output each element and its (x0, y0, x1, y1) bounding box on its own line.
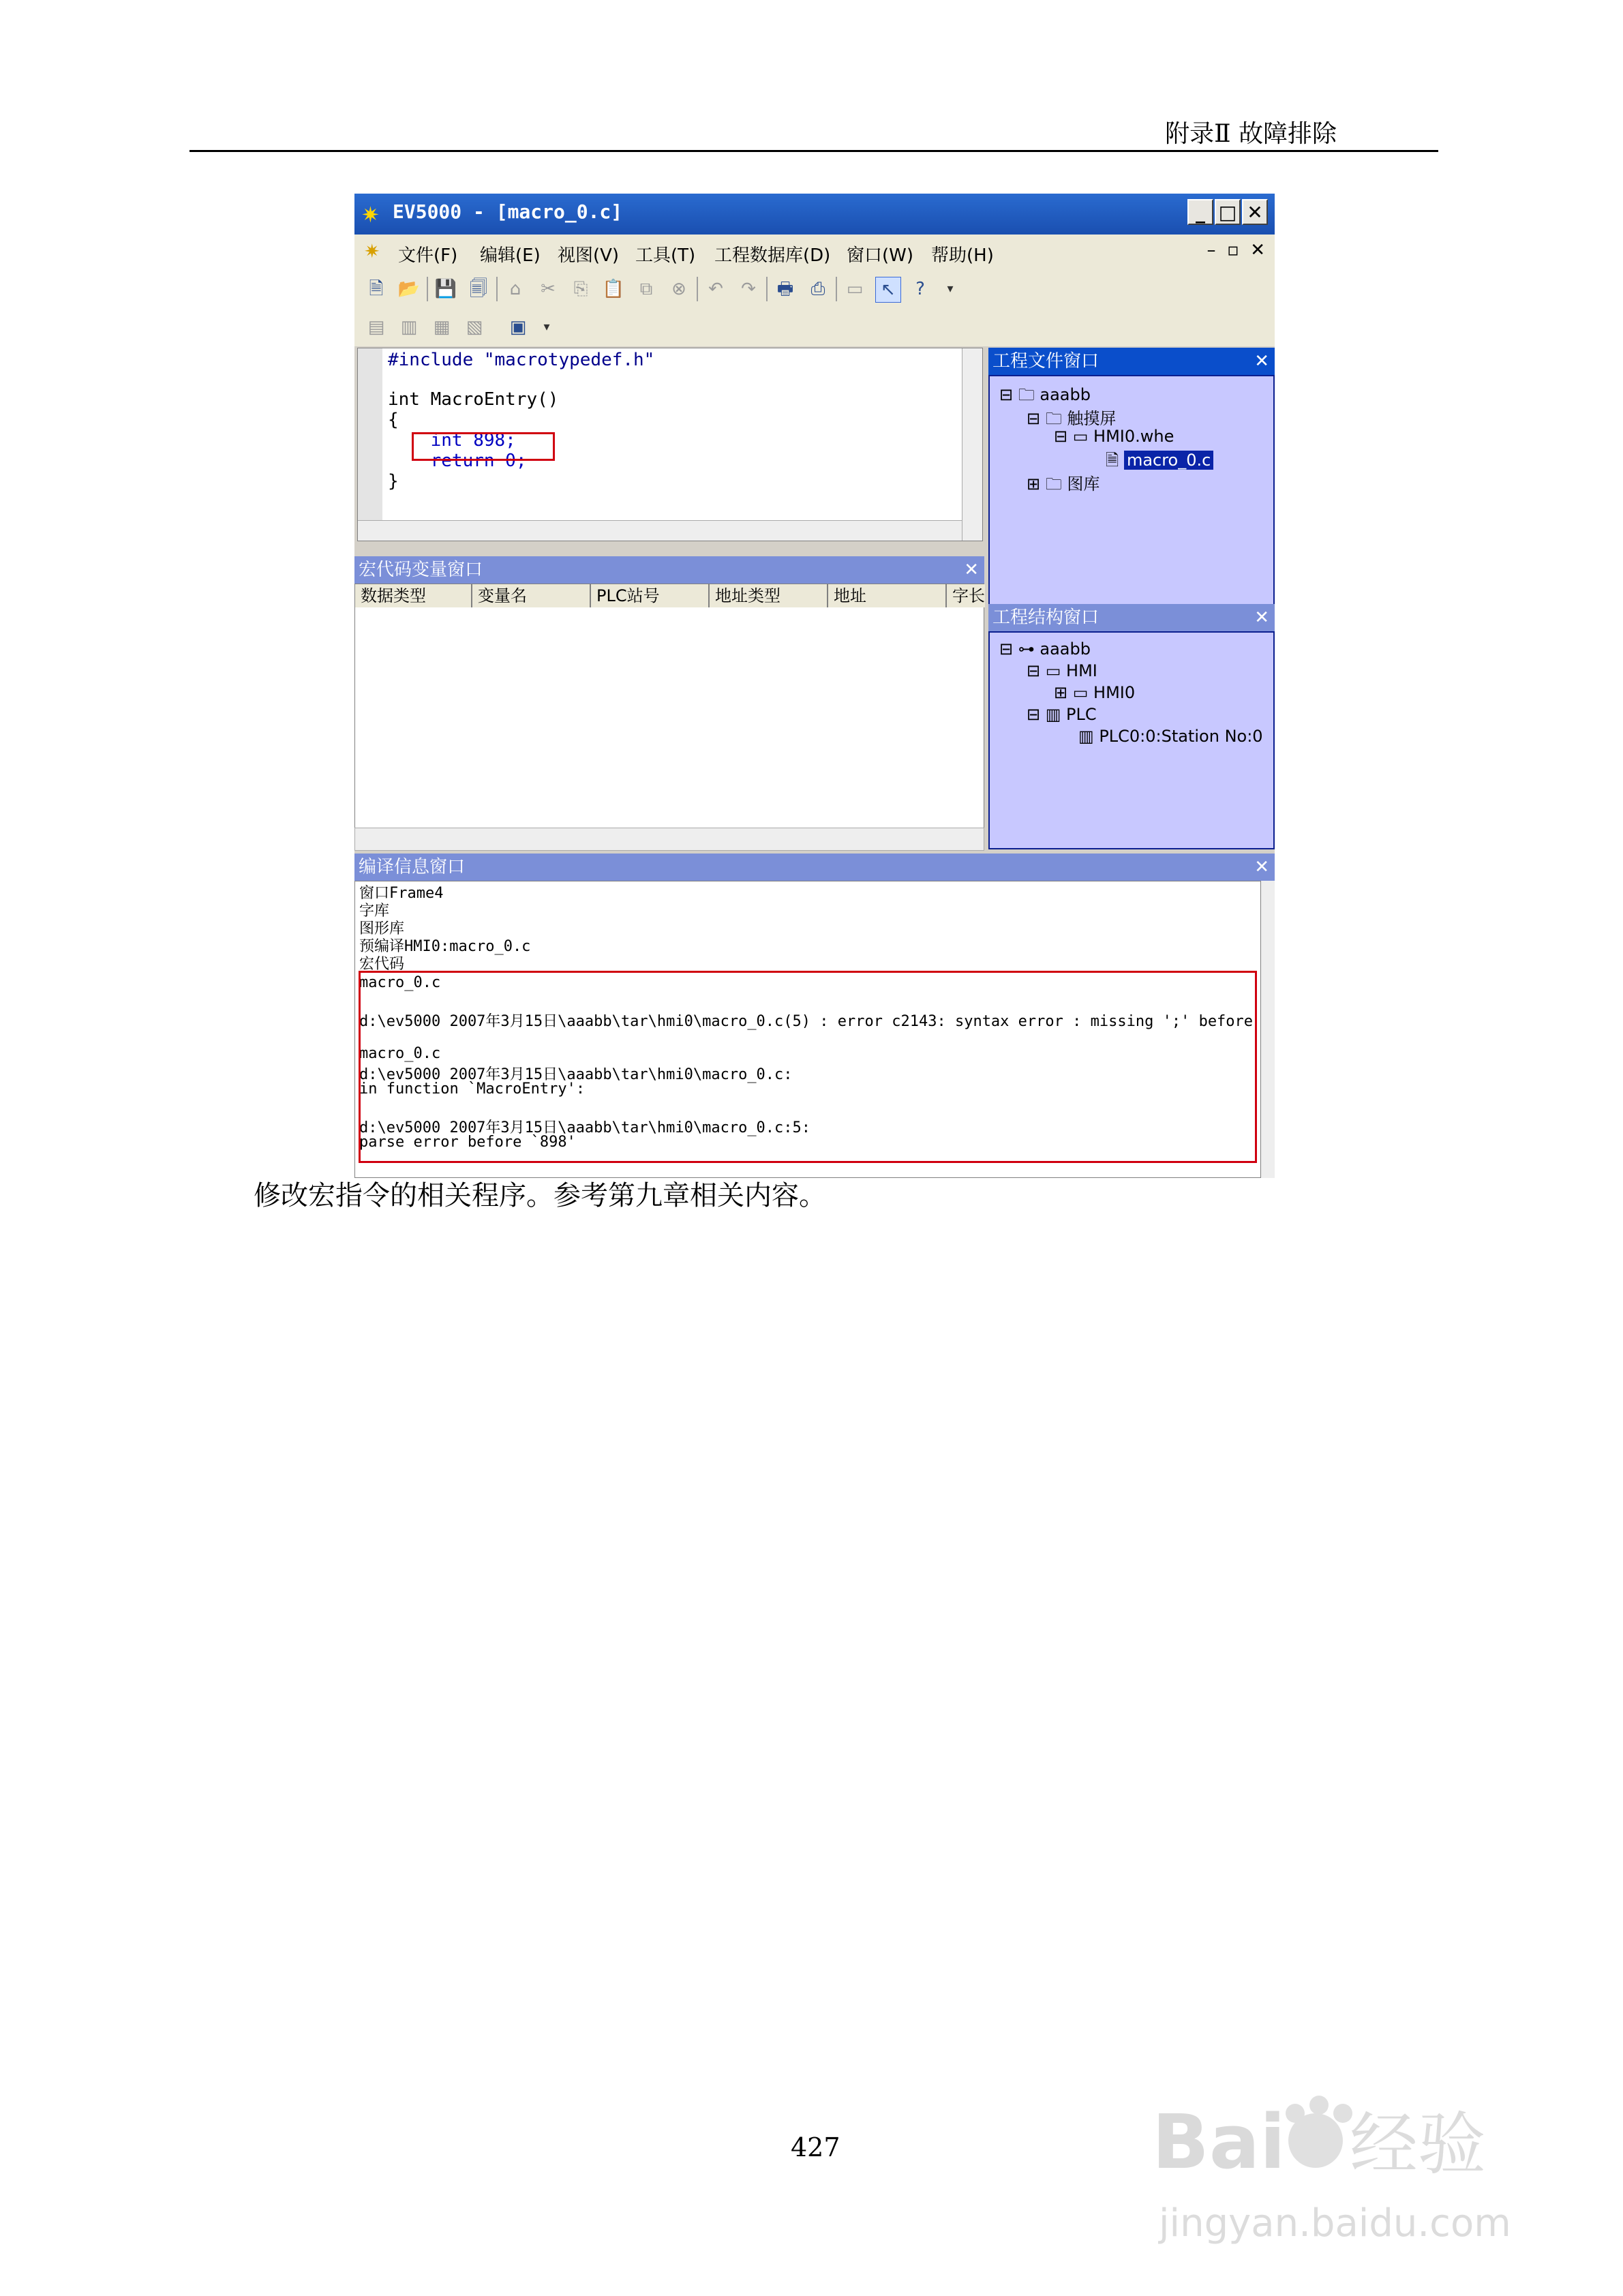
toolbar-separator (697, 277, 698, 301)
minimize-button[interactable]: _ (1187, 199, 1213, 225)
column-header[interactable]: 数据类型 (355, 584, 472, 607)
column-header[interactable]: 地址类型 (710, 584, 828, 607)
menu-edit[interactable]: 编辑(E) (480, 245, 541, 266)
title-bar[interactable] (354, 194, 1275, 235)
error-highlight-box (359, 971, 1257, 1163)
redo-icon[interactable]: ↷ (741, 279, 756, 299)
baidu-watermark-logo (1145, 2086, 1527, 2256)
app-window (354, 194, 1275, 1178)
editor-gutter (358, 348, 382, 541)
menu-file[interactable]: 文件(F) (398, 245, 458, 266)
build-icon[interactable]: ⌂ (509, 279, 521, 299)
code-line-error: int 898; (388, 430, 516, 451)
output-line: 字库 (359, 903, 390, 920)
code-line: { (388, 410, 399, 430)
tree-item[interactable]: ▥ PLC0:0:Station No:0 (1078, 727, 1263, 746)
column-header[interactable]: PLC站号 (591, 584, 710, 607)
tree-item[interactable]: ⊟ 🗀 触摸屏 (1027, 409, 1117, 428)
secondary-toolbar (354, 308, 1275, 346)
toolbar-separator (766, 277, 768, 301)
tree-item-selected[interactable]: 🗎 macro_0.c (1106, 449, 1213, 477)
column-header[interactable]: 变量名 (472, 584, 591, 607)
close-icon[interactable]: ✕ (1254, 607, 1269, 628)
tree-item[interactable]: ⊟ ▥ PLC (1027, 705, 1097, 724)
save-icon[interactable]: 💾 (434, 279, 457, 299)
duplicate-icon[interactable]: ⧉ (639, 279, 653, 299)
variable-horizontal-scrollbar[interactable] (354, 828, 984, 851)
svg-text:jingyan.baidu.com: jingyan.baidu.com (1159, 2201, 1511, 2246)
close-icon[interactable]: ✕ (1254, 351, 1269, 372)
close-icon[interactable]: ✕ (964, 560, 979, 580)
tree-item[interactable]: ⊟ 🗀 aaabb (999, 385, 1091, 404)
panel-title-text: 宏代码变量窗口 (359, 560, 483, 580)
pointer-icon[interactable]: ↖ (875, 277, 901, 303)
delete-icon[interactable]: ⊗ (671, 279, 686, 299)
menu-database[interactable]: 工程数据库(D) (714, 245, 831, 266)
save-all-icon[interactable]: 🗐 (470, 279, 487, 299)
svg-text:Bai: Bai (1152, 2098, 1286, 2186)
maximize-button[interactable]: □ (1215, 199, 1241, 225)
output-line: 窗口Frame4 (359, 885, 444, 902)
cut-icon[interactable]: ✂ (541, 279, 556, 299)
help-icon[interactable]: ? (915, 279, 925, 299)
page-header: 附录Ⅱ 故障排除 (1165, 120, 1337, 148)
menu-window[interactable]: 窗口(W) (847, 245, 913, 266)
output-line: macro_0.c (359, 1045, 441, 1062)
align-grid-icon[interactable]: ▧ (466, 317, 483, 337)
panel-title-text: 工程结构窗口 (992, 607, 1099, 628)
toolbar-overflow-icon[interactable]: ▾ (947, 282, 954, 296)
macro-variable-panel (354, 584, 984, 839)
print-preview-icon[interactable]: 🖶 (776, 279, 794, 299)
doc-icon: ✷ (364, 240, 380, 262)
copy-icon[interactable]: ⎘ (573, 279, 588, 299)
panel-title-text: 编译信息窗口 (359, 857, 466, 877)
tree-item[interactable]: ⊟ ⊶ aaabb (999, 639, 1091, 659)
output-line: macro_0.c (359, 974, 441, 991)
menu-view[interactable]: 视图(V) (558, 245, 620, 266)
close-button[interactable]: ✕ (1242, 199, 1268, 225)
align-left-icon[interactable]: ▤ (367, 317, 385, 337)
output-line: d:\ev5000 2007年3月15日\aaabb\tar\hmi0\macro_0.c:5: (359, 1119, 811, 1136)
output-line: 图形库 (359, 920, 405, 937)
undo-icon[interactable]: ↶ (708, 279, 723, 299)
column-header[interactable]: 地址 (828, 584, 947, 607)
svg-text:经验: 经验 (1350, 2104, 1486, 2184)
code-line: int MacroEntry() (388, 389, 559, 410)
align-center-icon[interactable]: ▥ (400, 317, 418, 337)
print-icon[interactable]: ⎙ (810, 279, 825, 299)
mdi-controls[interactable]: – ▫ ✕ (1207, 240, 1265, 260)
close-icon[interactable]: ✕ (1254, 857, 1269, 877)
panel-title-text: 工程文件窗口 (992, 351, 1099, 372)
toolbar-overflow-icon[interactable]: ▾ (543, 320, 550, 334)
main-toolbar (354, 270, 1275, 308)
header-rule (189, 150, 1438, 152)
toolbar-separator (427, 277, 428, 301)
output-line: in function `MacroEntry': (359, 1081, 586, 1098)
window-title: EV5000 - [macro_0.c] (393, 200, 623, 223)
caption: 修改宏指令的相关程序。参考第九章相关内容。 (254, 1180, 826, 1211)
tree-item[interactable]: ⊟ ▭ HMI (1027, 661, 1097, 680)
output-line: 预编译HMI0:macro_0.c (359, 938, 531, 955)
code-line: return 0; (388, 451, 527, 471)
open-folder-icon[interactable]: 📂 (397, 279, 421, 299)
compile-vertical-scrollbar[interactable] (1261, 881, 1275, 1178)
menu-help[interactable]: 帮助(H) (931, 245, 994, 266)
toolbar-separator (496, 277, 498, 301)
compile-panel-title (354, 854, 1275, 881)
output-line: d:\ev5000 2007年3月15日\aaabb\tar\hmi0\macro_0.c: (359, 1066, 793, 1083)
new-file-icon[interactable]: 🗎 (369, 279, 384, 299)
code-line: #include "macrotypedef.h" (388, 350, 655, 370)
macro-variable-panel-title (354, 556, 984, 584)
editor-horizontal-scrollbar[interactable] (358, 520, 962, 541)
image-icon[interactable]: ▭ (846, 279, 864, 299)
project-file-panel-title (988, 348, 1275, 375)
tree-item[interactable]: ⊞ 🗀 图库 (1027, 474, 1100, 494)
output-line: 宏代码 (359, 956, 405, 973)
error-highlight-box (412, 432, 555, 461)
output-line: parse error before `898' (359, 1134, 576, 1151)
menu-tools[interactable]: 工具(T) (635, 245, 696, 266)
page-number: 427 (791, 2132, 840, 2162)
compile-icon[interactable]: ▣ (509, 317, 527, 337)
code-line: } (388, 471, 399, 492)
editor-vertical-scrollbar[interactable] (962, 348, 983, 541)
column-header[interactable]: 字长 (947, 584, 985, 607)
tree-item[interactable]: ⊞ ▭ HMI0 (1054, 683, 1136, 702)
paste-icon[interactable]: 📋 (602, 279, 625, 299)
project-structure-panel (988, 631, 1275, 849)
tree-item[interactable]: ⊟ ▭ HMI0.whe (1054, 427, 1174, 446)
gear-app-icon: ✷ (361, 202, 380, 228)
menu-bar (354, 235, 1275, 270)
align-right-icon[interactable]: ▦ (433, 317, 451, 337)
project-structure-panel-title (988, 604, 1275, 631)
toolbar-separator (836, 277, 837, 301)
output-line: d:\ev5000 2007年3月15日\aaabb\tar\hmi0\macro_0.c(5) : error c2143: syntax error : missing ';' before (359, 1013, 1254, 1030)
